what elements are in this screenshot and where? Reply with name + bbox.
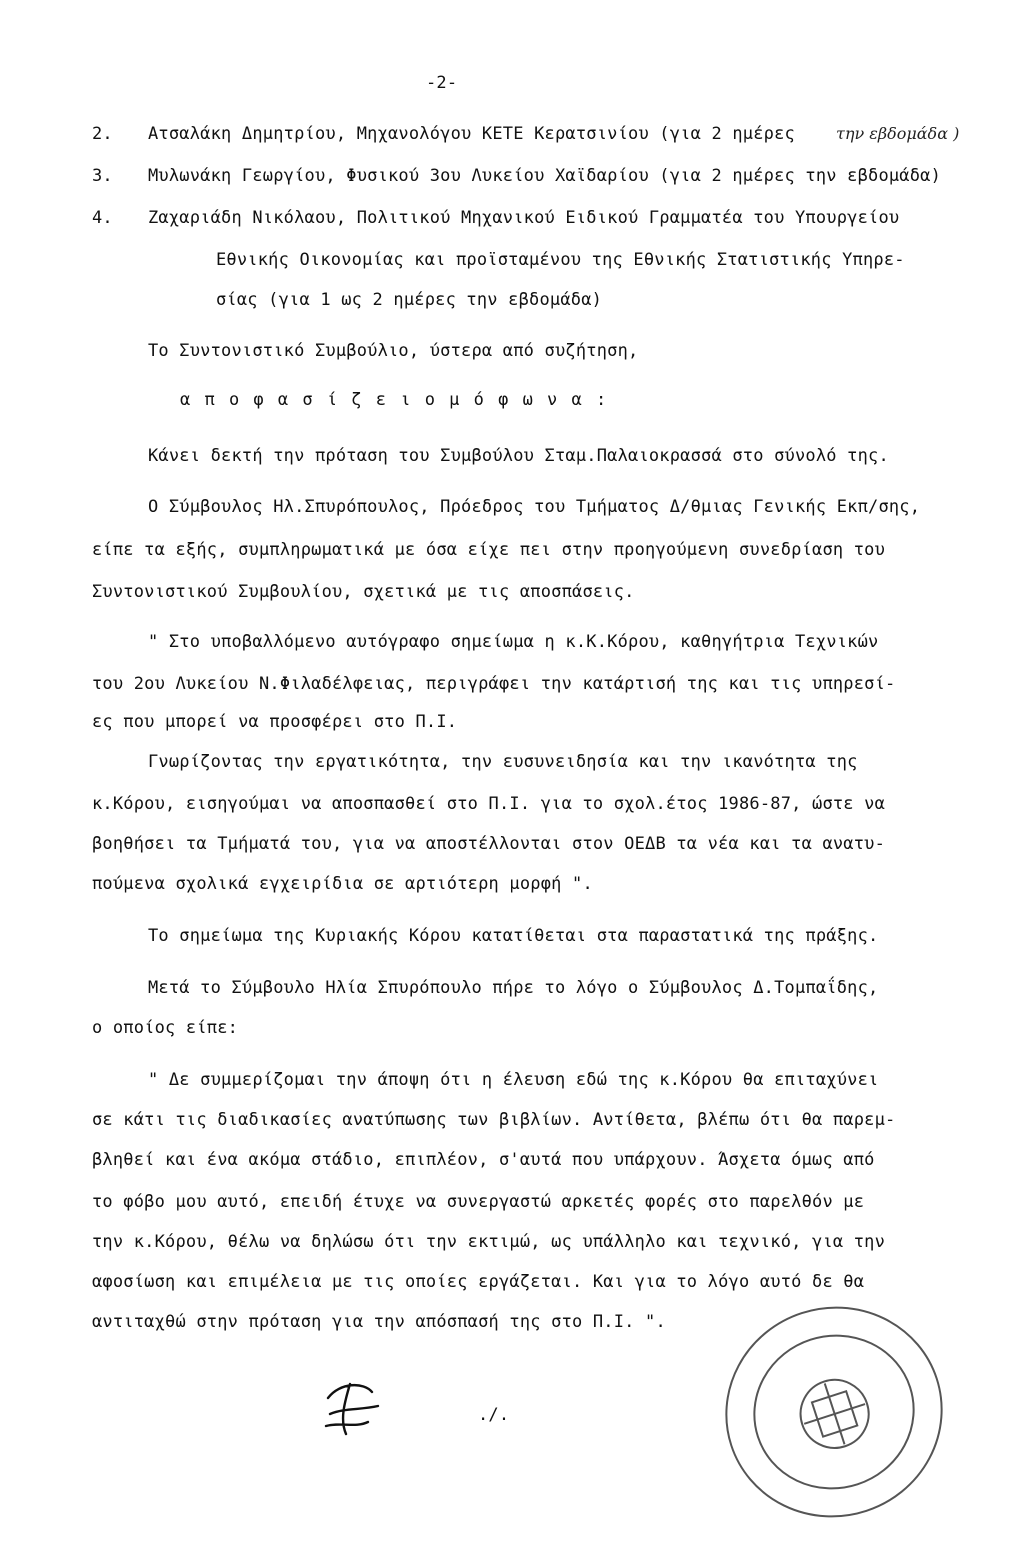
paragraph-line: είπε τα εξής, συμπληρωματικά με όσα είχε πει στην προηγούμενη συνεδρίαση του xyxy=(92,540,886,560)
council-statement: Το Συντονιστικό Συμβούλιο, ύστερα από συζήτηση, xyxy=(148,341,639,361)
list-item-text-continued: σίας (για 1 ως 2 ημέρες την εβδομάδα) xyxy=(216,290,603,310)
handwritten-note: την εβδομάδα ) xyxy=(836,124,960,143)
paragraph-line: Ο Σύμβουλος Ηλ.Σπυρόπουλος, Πρόεδρος του Τμήματος Δ/θμιας Γενικής Εκπ/σης, xyxy=(148,497,921,517)
quote-line: Γνωρίζοντας την εργατικότητα, την ευσυνειδησία και την ικανότητα της xyxy=(148,752,858,772)
page-number: -2- xyxy=(426,73,458,93)
note-filed-text: Το σημείωμα της Κυριακής Κόρου κατατίθεται στα παραστατικά της πράξης. xyxy=(148,926,879,946)
quote-line: " Στο υποβαλλόμενο αυτόγραφο σημείωμα η κ.Κ.Κόρου, καθηγήτρια Τεχνικών xyxy=(148,632,879,652)
continuation-mark: ./. xyxy=(478,1405,510,1425)
quote-line: κ.Κόρου, εισηγούμαι να αποσπασθεί στο Π.Ι. για το σχολ.έτος 1986-87, ώστε να xyxy=(92,794,886,814)
list-item-text: Ατσαλάκη Δημητρίου, Μηχανολόγου ΚΕΤΕ Κερατσινίου (για 2 ημέρες xyxy=(148,124,795,144)
quote-line: ες που μπορεί να προσφέρει στο Π.Ι. xyxy=(92,712,458,732)
quote-line: αντιταχθώ στην πρόταση για την απόσπασή της στο Π.Ι. ". xyxy=(92,1312,666,1332)
list-item-text-continued: Εθνικής Οικονομίας και προϊσταμένου της Εθνικής Στατιστικής Υπηρε- xyxy=(216,250,905,270)
signature-mark xyxy=(320,1376,384,1440)
list-item-number: 3. xyxy=(92,166,113,186)
quote-line: του 2ου Λυκείου Ν.Φιλαδέλφειας, περιγράφει την κατάρτισή της και τις υπηρεσί- xyxy=(92,674,896,694)
paragraph-line: Συντονιστικού Συμβουλίου, σχετικά με τις αποσπάσεις. xyxy=(92,582,635,602)
list-item-text: Ζαχαριάδη Νικόλαου, Πολιτικού Μηχανικού Ειδικού Γραμματέα του Υπουργείου xyxy=(148,208,900,228)
list-item-number: 2. xyxy=(92,124,113,144)
list-item-text: Μυλωνάκη Γεωργίου, Φυσικού 3ου Λυκείου Χαϊδαρίου (για 2 ημέρες την εβδομάδα) xyxy=(148,166,942,186)
quote-line: αφοσίωση και επιμέλεια με τις οποίες εργάζεται. Και για το λόγο αυτό δε θα xyxy=(92,1272,865,1292)
quote-line: " Δε συμμερίζομαι την άποψη ότι η έλευση εδώ της κ.Κόρου θα επιταχύνει xyxy=(148,1070,879,1090)
list-item-number: 4. xyxy=(92,208,113,228)
quote-line: σε κάτι τις διαδικασίες ανατύπωσης των βιβλίων. Αντίθετα, βλέπω ότι θα παρεμ- xyxy=(92,1110,896,1130)
quote-line: βληθεί και ένα ακόμα στάδιο, επιπλέον, σ'αυτά που υπάρχουν. Άσχετα όμως από xyxy=(92,1150,875,1170)
quote-line: βοηθήσει τα Τμήματά του, για να αποστέλλονται στον ΟΕΔΒ τα νέα και τα ανατυ- xyxy=(92,834,886,854)
official-stamp-seal xyxy=(684,1282,984,1542)
quote-line: το φόβο μου αυτό, επειδή έτυχε να συνεργαστώ αρκετές φορές στο παρελθόν με xyxy=(92,1192,865,1212)
quote-line: πούμενα σχολικά εγχειρίδια σε αρτιότερη μορφή ". xyxy=(92,874,593,894)
paragraph-line: ο οποίος είπε: xyxy=(92,1018,239,1038)
decision-heading: α π ο φ α σ ί ζ ε ι ο μ ό φ ω ν α : xyxy=(180,390,609,410)
quote-line: την κ.Κόρου, θέλω να δηλώσω ότι την εκτιμώ, ως υπάλληλο και τεχνικό, για την xyxy=(92,1232,886,1252)
decision-text: Κάνει δεκτή την πρόταση του Συμβούλου Σταμ.Παλαιοκρασσά στο σύνολό της. xyxy=(148,446,889,466)
paragraph-line: Μετά το Σύμβουλο Ηλία Σπυρόπουλο πήρε το λόγο ο Σύμβουλος Δ.Τομπαΐδης, xyxy=(148,978,879,998)
